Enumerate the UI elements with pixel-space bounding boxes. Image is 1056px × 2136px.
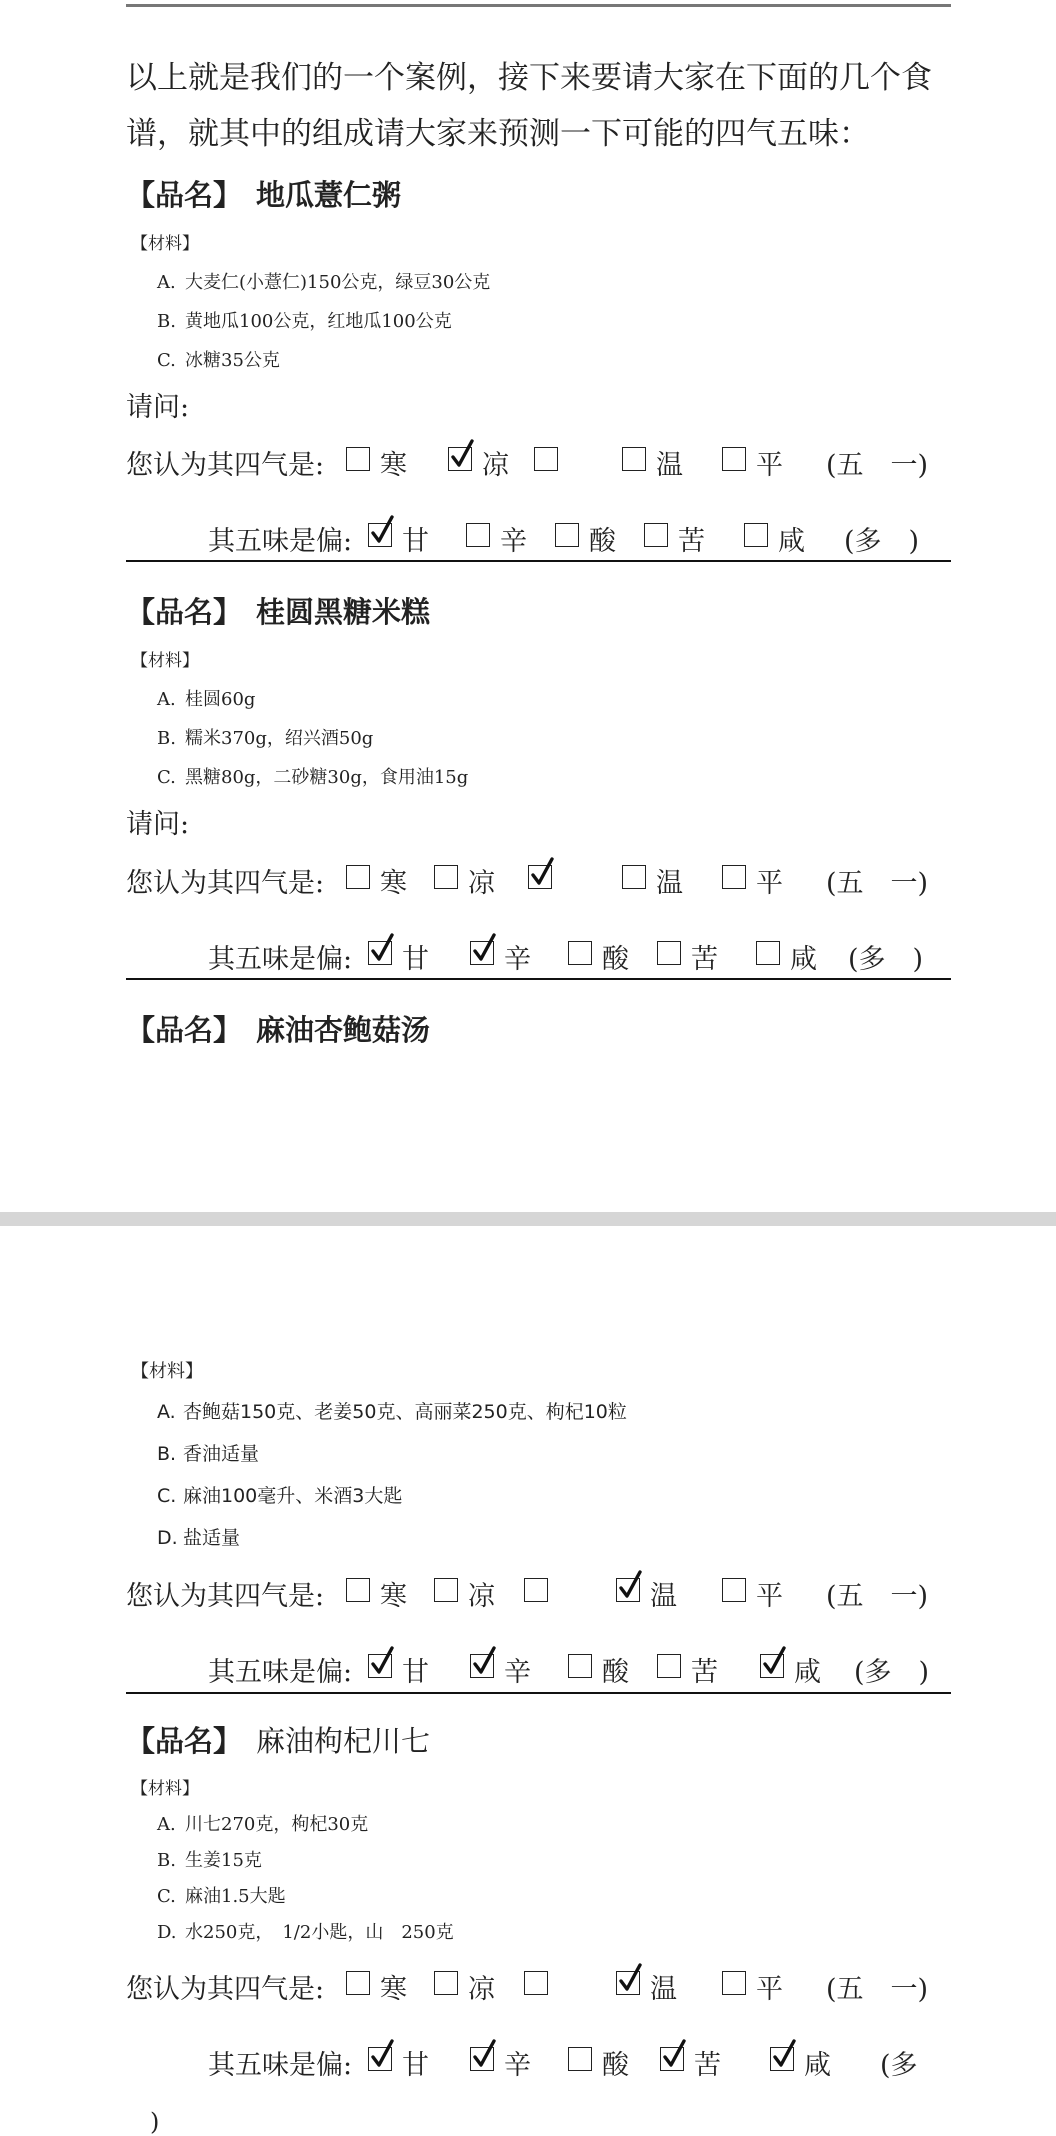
checkbox-checked[interactable] (368, 1654, 392, 1678)
checkbox[interactable] (346, 447, 370, 471)
recipe-3-qi-row: 您认为其四气是: 寒 凉 温 平 (五 一) (126, 1574, 956, 1610)
recipe-3-title (126, 1008, 430, 1049)
recipe-4-title (126, 1719, 430, 1760)
checkbox[interactable] (722, 1578, 746, 1602)
checkbox-checked[interactable] (760, 1654, 784, 1678)
checkbox-checked[interactable] (368, 523, 392, 547)
wei-note: (多 (880, 2050, 918, 2081)
name-bracket: 【品名】 (126, 595, 243, 629)
recipe-1-title (126, 173, 401, 214)
checkbox[interactable] (644, 523, 668, 547)
checkbox[interactable] (756, 941, 780, 965)
material-item: C. 麻油100毫升、米酒3大匙 (157, 1485, 403, 1507)
checkbox-checked[interactable] (660, 2047, 684, 2071)
qi-note: (五 一) (826, 868, 929, 899)
checkbox-checked[interactable] (470, 941, 494, 965)
material-item: C. 麻油1.5大匙 (157, 1886, 286, 1907)
wei-label: 其五味是偏: (208, 2050, 353, 2081)
checkbox[interactable] (568, 2047, 592, 2071)
checkbox-checked[interactable] (448, 447, 472, 471)
material-item: C. 黑糖80g，二砂糖30g，食用油15g (157, 767, 469, 788)
wei-note: (多 ) (844, 526, 920, 557)
name-bracket: 【品名】 (126, 1724, 243, 1758)
recipe-4-qi-row: 您认为其四气是: 寒 凉 温 平 (五 一) (126, 1967, 956, 2003)
checkbox[interactable] (466, 523, 490, 547)
qi-label: 您认为其四气是: (126, 1581, 325, 1612)
recipe-2-qi-row: 您认为其四气是: 寒 凉 温 平 (五 一) (126, 861, 956, 897)
checkbox-checked[interactable] (368, 2047, 392, 2071)
qi-label: 您认为其四气是: (126, 868, 325, 899)
checkbox-checked[interactable] (368, 941, 392, 965)
top-rule (126, 4, 951, 7)
material-item: B. 糯米370g，绍兴酒50g (157, 728, 374, 749)
section-divider (126, 560, 951, 562)
recipe-3-wei-row: 其五味是偏: 甘 辛 酸 苦 咸 (多 ) (208, 1650, 956, 1686)
checkbox[interactable] (555, 523, 579, 547)
material-item: A. 川七270克，枸杞30克 (157, 1814, 369, 1835)
recipe-2-title (126, 590, 430, 631)
checkbox[interactable] (434, 1971, 458, 1995)
checkbox[interactable] (524, 1971, 548, 1995)
name-bracket: 【品名】 (126, 1013, 243, 1047)
wei-label: 其五味是偏: (208, 1657, 353, 1688)
checkbox[interactable] (568, 941, 592, 965)
question-label: 请问: (126, 809, 190, 840)
section-divider (126, 1692, 951, 1694)
checkbox[interactable] (657, 941, 681, 965)
checkbox-checked[interactable] (470, 2047, 494, 2071)
wei-note: (多 ) (854, 1657, 930, 1688)
material-item: A. 大麦仁(小薏仁)150公克，绿豆30公克 (157, 272, 491, 293)
material-item: D. 盐适量 (157, 1527, 241, 1549)
checkbox[interactable] (346, 1971, 370, 1995)
checkbox[interactable] (434, 865, 458, 889)
checkbox-checked[interactable] (770, 2047, 794, 2071)
checkbox-checked[interactable] (470, 1654, 494, 1678)
wei-note: (多 ) (848, 944, 924, 975)
qi-note: (五 一) (826, 1974, 929, 2005)
checkbox[interactable] (622, 865, 646, 889)
materials-header: 【材料】 (131, 234, 199, 254)
qi-note: (五 一) (826, 1581, 929, 1612)
question-label: 请问: (126, 392, 190, 423)
material-item: A. 桂圆60g (157, 689, 256, 710)
checkbox[interactable] (434, 1578, 458, 1602)
recipe-name: 桂圆黑糖米糕 (256, 595, 431, 629)
material-item: A. 杏鲍菇150克、老姜50克、高丽菜250克、枸杞10粒 (157, 1401, 627, 1423)
qi-label: 您认为其四气是: (126, 1974, 325, 2005)
materials-header: 【材料】 (131, 1779, 199, 1799)
recipe-1-wei-row: 其五味是偏: 甘 辛 酸 苦 咸 (多 ) (208, 519, 956, 555)
material-item: B. 生姜15克 (157, 1850, 262, 1871)
checkbox[interactable] (346, 865, 370, 889)
name-bracket: 【品名】 (126, 178, 243, 212)
recipe-name: 麻油杏鲍菇汤 (256, 1013, 431, 1047)
page-break (0, 1212, 1056, 1226)
checkbox[interactable] (722, 1971, 746, 1995)
recipe-2-wei-row: 其五味是偏: 甘 辛 酸 苦 咸 (多 ) (208, 937, 956, 973)
recipe-4-wei-row: 其五味是偏: 甘 辛 酸 苦 咸 (多 (208, 2043, 956, 2079)
material-item: B. 香油适量 (157, 1443, 260, 1465)
checkbox[interactable] (722, 865, 746, 889)
checkbox-checked[interactable] (528, 865, 552, 889)
checkbox[interactable] (722, 447, 746, 471)
recipe-name: 地瓜薏仁粥 (256, 178, 402, 212)
materials-header: 【材料】 (131, 1361, 203, 1382)
section-divider (126, 978, 951, 980)
checkbox[interactable] (524, 1578, 548, 1602)
intro-paragraph (126, 50, 956, 162)
checkbox[interactable] (346, 1578, 370, 1602)
materials-header: 【材料】 (131, 651, 199, 671)
wei-label: 其五味是偏: (208, 944, 353, 975)
material-item: B. 黄地瓜100公克，红地瓜100公克 (157, 311, 452, 332)
checkbox[interactable] (744, 523, 768, 547)
recipe-name: 麻油枸杞川七 (256, 1724, 431, 1758)
wei-label: 其五味是偏: (208, 526, 353, 557)
qi-label: 您认为其四气是: (126, 450, 325, 481)
material-item: C. 冰糖35公克 (157, 350, 280, 371)
intro-line-1: 以上就是我们的一个案例，接下来要请大家在下面的几个食 (126, 60, 932, 96)
checkbox-checked[interactable] (616, 1578, 640, 1602)
trailing-paren: ) (150, 2108, 160, 2136)
material-item: D. 水250克， 1/2小匙，山 250克 (157, 1922, 454, 1943)
intro-line-2: 谱，就其中的组成请大家来预测一下可能的四气五味： (126, 116, 870, 152)
checkbox[interactable] (622, 447, 646, 471)
checkbox[interactable] (568, 1654, 592, 1678)
checkbox-checked[interactable] (616, 1971, 640, 1995)
recipe-1-qi-row: 您认为其四气是: 寒 凉 温 平 (五 一) (126, 443, 956, 479)
qi-note: (五 一) (826, 450, 929, 481)
checkbox[interactable] (534, 447, 558, 471)
checkbox[interactable] (657, 1654, 681, 1678)
